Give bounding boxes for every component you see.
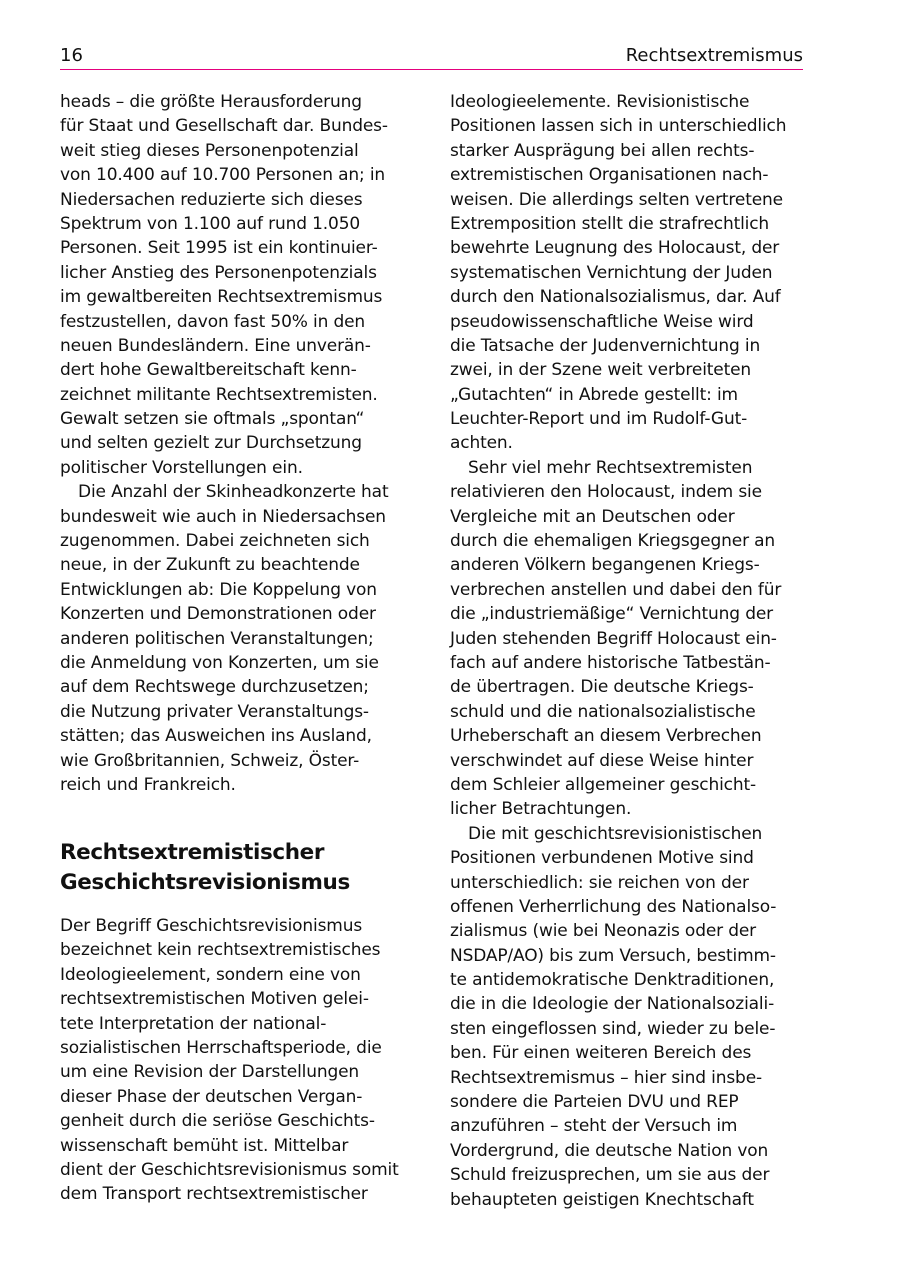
text-line: die Nutzung privater Veranstaltungs- <box>60 701 369 722</box>
text-line: auf dem Rechtswege durchzusetzen; <box>60 677 369 698</box>
text-line: und selten gezielt zur Durchsetzung <box>60 433 362 454</box>
text-line: die Anmeldung von Konzerten, um sie <box>60 652 379 673</box>
text-line: Der Begriff Geschichtsrevisionismus <box>60 916 363 936</box>
text-line: wie Großbritannien, Schweiz, Öster- <box>60 750 360 771</box>
text-line: ben. Für einen weiteren Bereich des <box>450 1043 752 1064</box>
text-line: von 10.400 auf 10.700 Personen an; in <box>60 165 386 186</box>
text-line: schuld und die nationalsozialistische <box>450 701 756 722</box>
text-line: durch die ehemaligen Kriegsgegner an <box>450 531 776 552</box>
text-line: Sehr viel mehr Rechtsextremisten <box>468 457 753 478</box>
paragraph <box>60 90 420 480</box>
text-line: zugenommen. Dabei zeichneten sich <box>60 531 370 552</box>
text-line: um eine Revision der Darstellungen <box>60 1062 360 1083</box>
text-line: die „industriemäßige“ Vernichtung der <box>450 604 773 625</box>
text-line: licher Anstieg des Personenpotenzials <box>60 262 377 283</box>
header-rule <box>60 69 803 70</box>
text-line: dert hohe Gewaltbereitschaft kenn- <box>60 360 357 381</box>
right-column <box>450 90 810 1212</box>
text-line: reich und Frankreich. <box>60 774 236 795</box>
text-line: Gewalt setzen sie oftmals „spontan“ <box>60 409 365 430</box>
text-line: die in die Ideologie der Nationalsoziali- <box>450 994 775 1015</box>
paragraph <box>450 456 810 822</box>
text-line: fach auf andere historische Tatbestän- <box>450 652 771 673</box>
section-heading <box>60 838 420 898</box>
text-line: starker Ausprägung bei allen rechts- <box>450 140 755 161</box>
text-line: bundesweit wie auch in Niedersachsen <box>60 506 386 527</box>
text-line: dieser Phase der deutschen Vergan- <box>60 1086 363 1107</box>
text-line: rechtsextremistischen Motiven gelei- <box>60 989 369 1010</box>
text-line: wissenschaft bemüht ist. Mittelbar <box>60 1135 349 1156</box>
text-line: te antidemokratische Denktraditionen, <box>450 970 775 991</box>
paragraph <box>60 914 420 1207</box>
text-line: „Gutachten“ in Abrede gestellt: im <box>450 384 738 405</box>
text-line: Urheberschaft an diesem Verbrechen <box>450 726 762 747</box>
text-line: Entwicklungen ab: Die Koppelung von <box>60 579 377 600</box>
text-line: Niedersachen reduzierte sich dieses <box>60 189 363 210</box>
text-line: Ideologieelemente. Revisionistische <box>450 92 750 112</box>
text-line: verschwindet auf diese Weise hinter <box>450 750 754 771</box>
text-line: Personen. Seit 1995 ist ein kontinuier- <box>60 238 378 259</box>
text-line: zwei, in der Szene weit verbreiteten <box>450 360 752 381</box>
text-line: dem Schleier allgemeiner geschicht- <box>450 774 756 795</box>
running-head: Rechtsextremismus <box>625 45 803 66</box>
text-line: anzuführen – steht der Versuch im <box>450 1116 738 1137</box>
text-line: pseudowissenschaftliche Weise wird <box>450 311 754 332</box>
text-line: achten. <box>450 433 513 454</box>
text-line: festzustellen, davon fast 50% in den <box>60 311 366 332</box>
page-header <box>60 44 803 68</box>
text-line: Die mit geschichtsrevisionistischen <box>468 823 763 844</box>
text-line: genheit durch die seriöse Geschichts- <box>60 1111 375 1132</box>
text-line: extremistischen Organisationen nach- <box>450 165 769 186</box>
heading-line: Rechtsextremistischer <box>60 840 325 865</box>
text-line: zeichnet militante Rechtsextremisten. <box>60 384 378 405</box>
left-column-lower <box>60 914 420 1207</box>
text-line: Extremposition stellt die strafrechtlich <box>450 213 770 234</box>
paragraph <box>60 480 420 797</box>
text-line: Die Anzahl der Skinheadkonzerte hat <box>78 482 389 503</box>
text-line: anderen politischen Veranstaltungen; <box>60 628 374 649</box>
text-line: bewehrte Leugnung des Holocaust, der <box>450 238 780 259</box>
text-line: Rechtsextremismus – hier sind insbe- <box>450 1067 762 1088</box>
text-line: durch den Nationalsozialismus, dar. Auf <box>450 287 781 308</box>
text-line: de übertragen. Die deutsche Kriegs- <box>450 677 754 698</box>
left-column <box>60 90 420 797</box>
text-line: sten eingeflossen sind, wieder zu bele- <box>450 1018 776 1039</box>
text-line: dem Transport rechtsextremistischer <box>60 1184 368 1205</box>
text-line: Schuld freizusprechen, um sie aus der <box>450 1165 770 1186</box>
text-line: politischer Vorstellungen ein. <box>60 457 303 478</box>
text-line: sozialistischen Herrschaftsperiode, die <box>60 1037 382 1058</box>
text-line: NSDAP/AO) bis zum Versuch, bestimm- <box>450 945 776 966</box>
text-line: Ideologieelement, sondern eine von <box>60 964 361 985</box>
text-line: bezeichnet kein rechtsextremistisches <box>60 940 381 961</box>
text-line: Konzerten und Demonstrationen oder <box>60 604 376 625</box>
text-line: Spektrum von 1.100 auf rund 1.050 <box>60 213 361 234</box>
text-line: licher Betrachtungen. <box>450 799 632 820</box>
text-line: heads – die größte Herausforderung <box>60 92 362 112</box>
text-line: sondere die Parteien DVU und REP <box>450 1092 739 1113</box>
text-line: Vergleiche mit an Deutschen oder <box>450 506 735 527</box>
text-line: relativieren den Holocaust, indem sie <box>450 482 762 503</box>
text-line: behaupteten geistigen Knechtschaft <box>450 1189 754 1210</box>
text-line: anderen Völkern begangenen Kriegs- <box>450 555 760 576</box>
heading-line: Geschichtsrevisionismus <box>60 870 350 895</box>
text-line: Positionen lassen sich in unterschiedlich <box>450 116 787 137</box>
paragraph <box>450 822 810 1212</box>
text-line: Juden stehenden Begriff Holocaust ein- <box>450 628 777 649</box>
text-line: dient der Geschichtsrevisionismus somit <box>60 1159 399 1180</box>
page-number: 16 <box>60 45 83 66</box>
text-line: unterschiedlich: sie reichen von der <box>450 872 749 893</box>
text-line: systematischen Vernichtung der Juden <box>450 262 773 283</box>
text-line: im gewaltbereiten Rechtsextremismus <box>60 287 383 308</box>
text-line: neue, in der Zukunft zu beachtende <box>60 555 360 576</box>
text-line: Vordergrund, die deutsche Nation von <box>450 1140 769 1161</box>
paragraph <box>450 90 810 456</box>
text-line: tete Interpretation der national- <box>60 1013 327 1034</box>
text-line: weisen. Die allerdings selten vertretene <box>450 189 783 210</box>
text-line: offenen Verherrlichung des Nationalso- <box>450 896 777 917</box>
text-line: zialismus (wie bei Neonazis oder der <box>450 921 757 942</box>
text-line: stätten; das Ausweichen ins Ausland, <box>60 726 372 747</box>
text-line: verbrechen anstellen und dabei den für <box>450 579 782 600</box>
text-line: die Tatsache der Judenvernichtung in <box>450 335 761 356</box>
text-line: neuen Bundesländern. Eine unverän- <box>60 335 371 356</box>
text-line: für Staat und Gesellschaft dar. Bundes- <box>60 116 388 137</box>
text-line: weit stieg dieses Personenpotenzial <box>60 140 359 161</box>
text-line: Leuchter-Report und im Rudolf-Gut- <box>450 409 748 430</box>
text-line: Positionen verbundenen Motive sind <box>450 848 754 869</box>
